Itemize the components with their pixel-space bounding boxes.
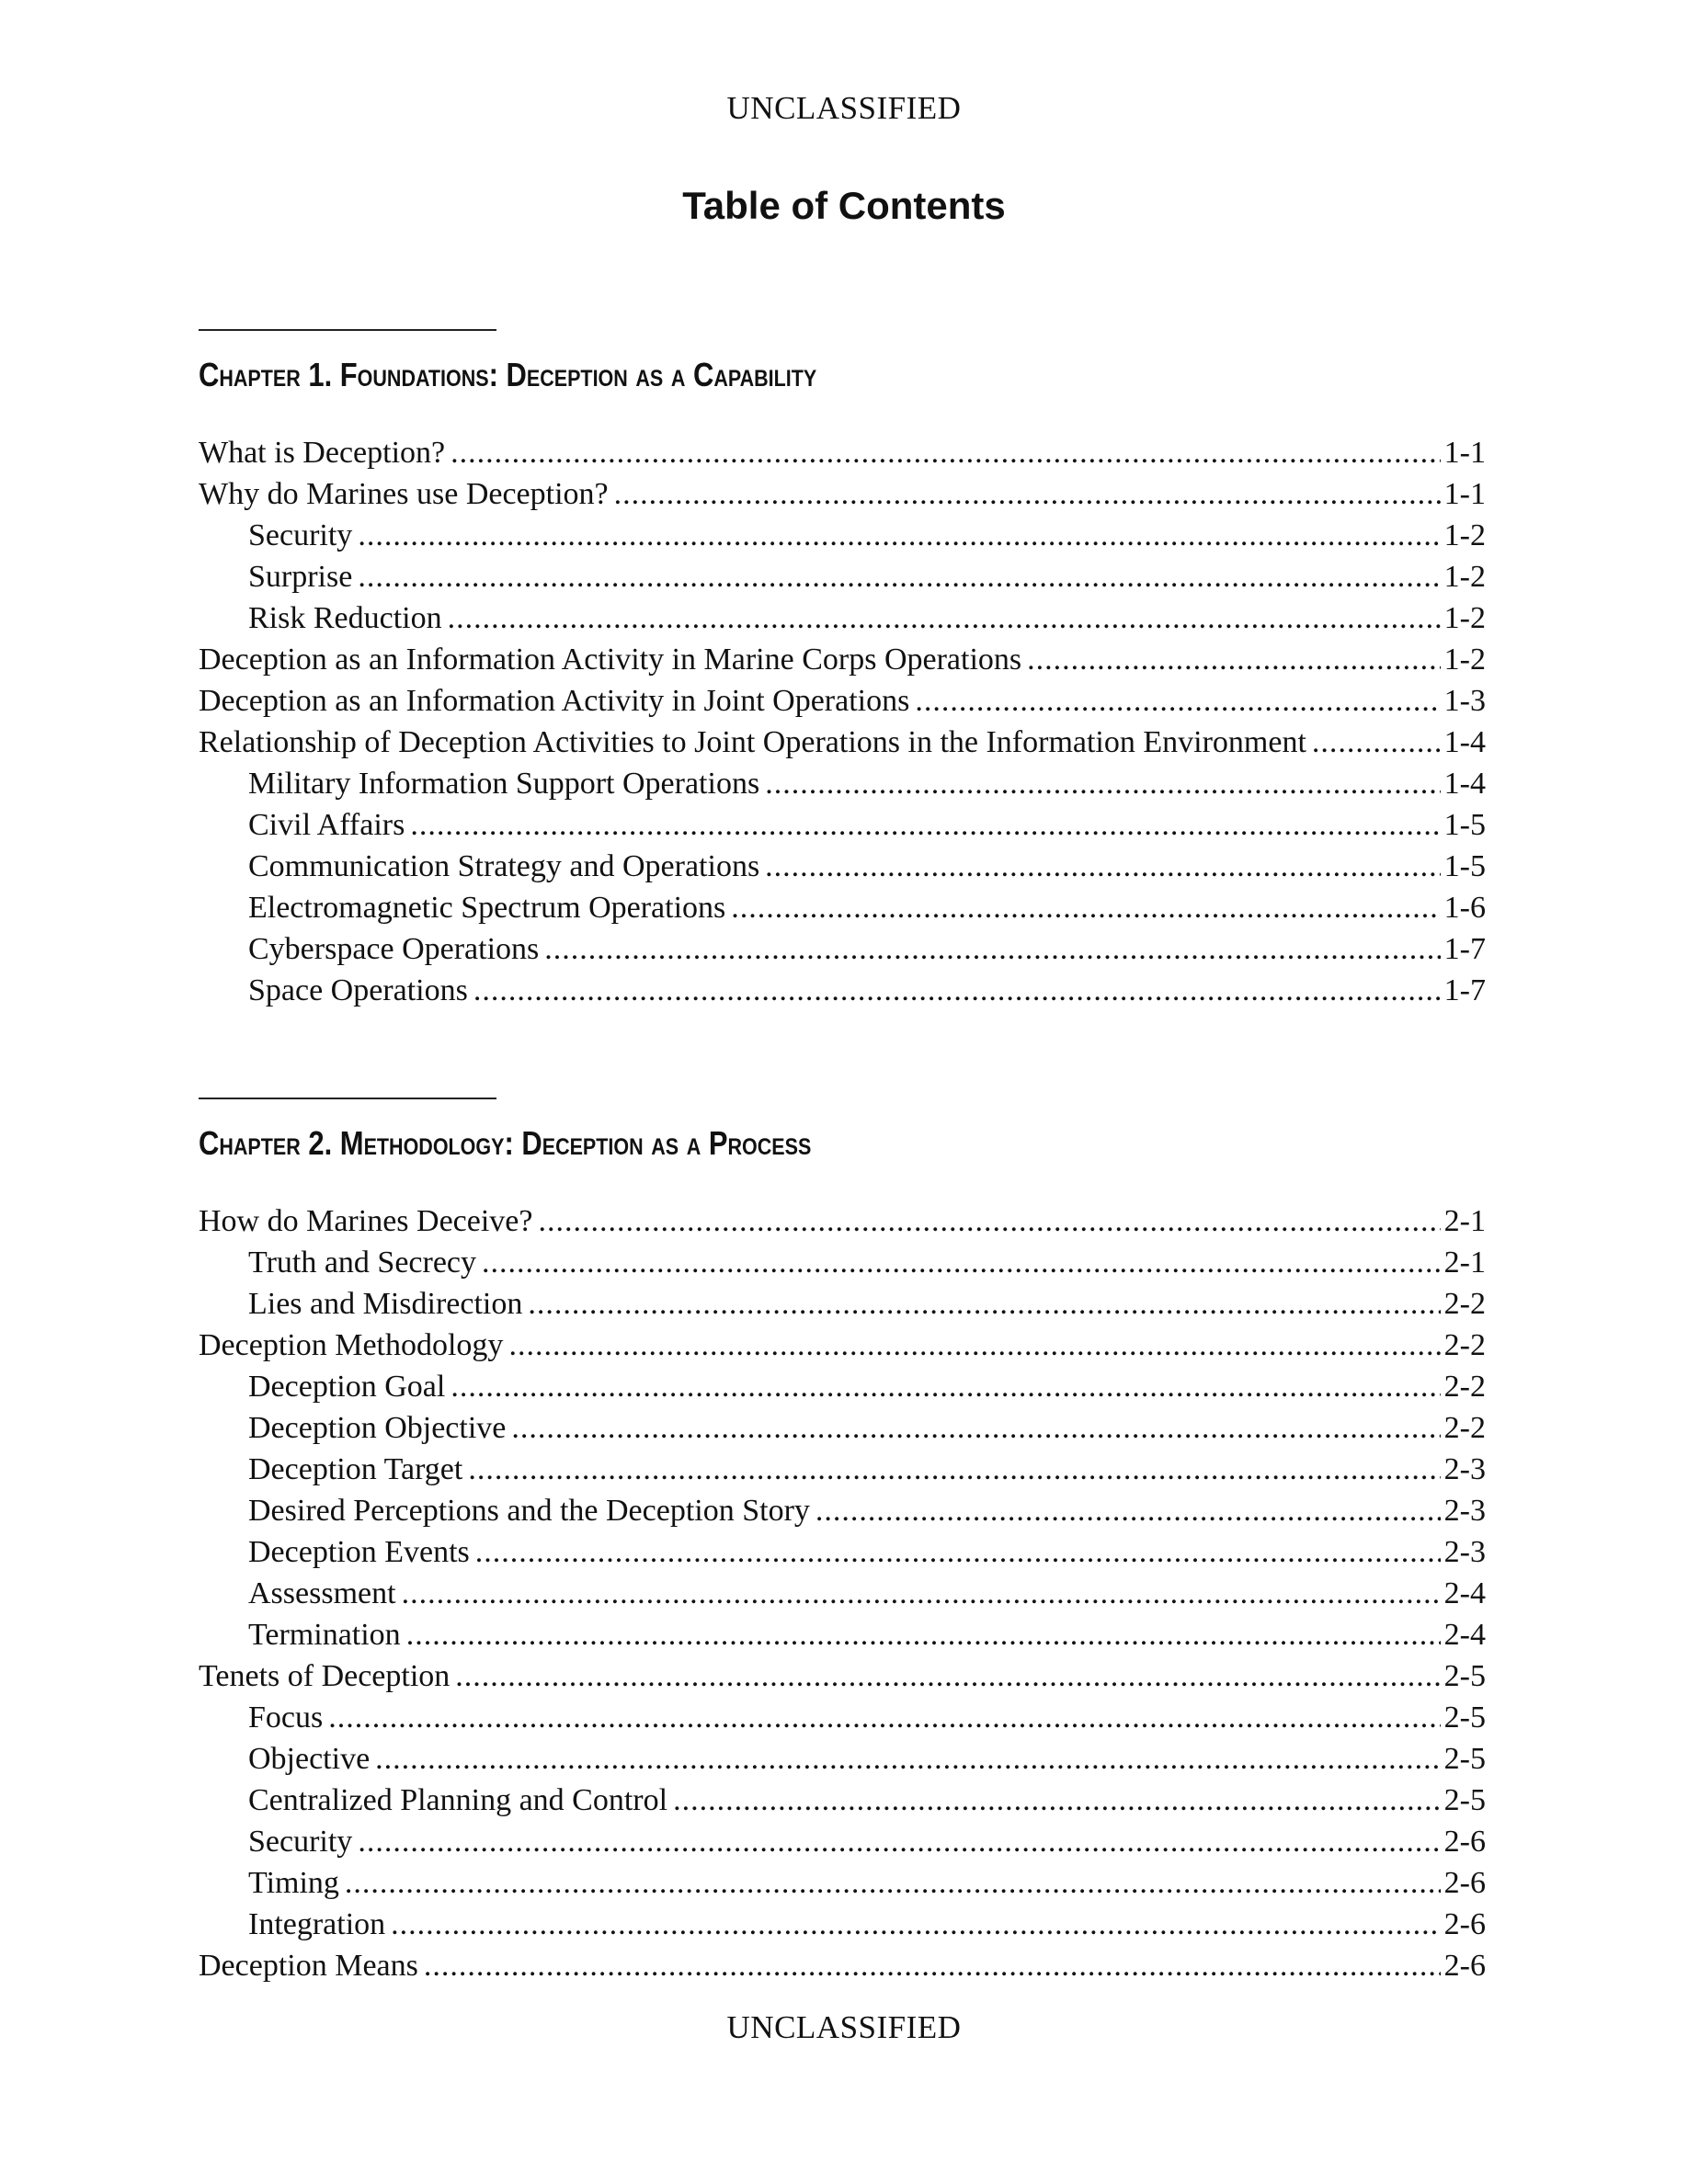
dot-leader [406, 1614, 1441, 1655]
toc-entry-label: Assessment [248, 1576, 396, 1610]
toc-page-number: 1-4 [1443, 767, 1486, 801]
toc-subentry[interactable] [199, 1573, 1486, 1614]
toc-entry-label: Civil Affairs [248, 808, 405, 842]
toc-entry-label: Communication Strategy and Operations [248, 849, 760, 883]
toc-subentry[interactable] [199, 556, 1486, 597]
toc-page-number: 2-5 [1443, 1701, 1486, 1735]
toc-entry[interactable] [199, 432, 1486, 473]
toc-entry-label: Electromagnetic Spectrum Operations [248, 891, 726, 925]
chapter-section [199, 329, 1486, 1011]
dot-leader [358, 556, 1440, 597]
toc-entry-label: Deception Goal [248, 1370, 446, 1404]
toc-entry-label: Deception Target [248, 1452, 463, 1486]
toc-page-number: 1-2 [1443, 518, 1486, 552]
toc-subentry[interactable] [199, 1904, 1486, 1945]
dot-leader [391, 1904, 1441, 1945]
toc-entry-label: Focus [248, 1701, 324, 1735]
dot-leader [402, 1573, 1441, 1614]
dot-leader [544, 928, 1440, 970]
toc-entry-label: Deception Events [248, 1535, 470, 1569]
toc-subentry[interactable] [199, 1407, 1486, 1449]
toc-page-number: 2-5 [1443, 1783, 1486, 1817]
dot-leader [511, 1407, 1440, 1449]
toc-entry-label: Desired Perceptions and the Deception Story [248, 1494, 810, 1528]
toc-subentry[interactable] [199, 515, 1486, 556]
dot-leader [482, 1242, 1441, 1283]
toc-entry[interactable] [199, 1200, 1486, 1242]
toc-page-number: 1-7 [1443, 973, 1486, 1007]
dot-leader [475, 1531, 1441, 1573]
toc-entry[interactable] [199, 1945, 1486, 1986]
toc-entry-label: Surprise [248, 560, 353, 594]
dot-leader [673, 1780, 1441, 1821]
toc-page-number: 1-7 [1443, 932, 1486, 966]
toc-subentry[interactable] [199, 1780, 1486, 1821]
toc-page-number: 1-5 [1443, 808, 1486, 842]
toc-entry-label: Security [248, 518, 353, 552]
dot-leader [358, 1821, 1440, 1862]
toc-subentry[interactable] [199, 970, 1486, 1011]
toc-page-number: 2-2 [1443, 1287, 1486, 1321]
chapter-divider-rule [199, 329, 496, 331]
toc-page-number: 2-2 [1443, 1328, 1486, 1362]
toc-entry-label: Deception as an Information Activity in Joint Operations [199, 684, 910, 718]
toc-entry-label: Deception Objective [248, 1411, 507, 1445]
toc-subentry[interactable] [199, 1614, 1486, 1655]
toc-page-number: 2-6 [1443, 1825, 1486, 1859]
dot-leader [614, 473, 1441, 515]
toc-subentry[interactable] [199, 1697, 1486, 1738]
toc-page-number: 2-1 [1443, 1204, 1486, 1238]
toc-entry-label: Deception Means [199, 1949, 418, 1983]
toc-entry-label: Lies and Misdirection [248, 1287, 523, 1321]
toc-page-number: 2-4 [1443, 1618, 1486, 1652]
toc-entry[interactable] [199, 722, 1486, 763]
toc-entry-label: Deception as an Information Activity in Marine Corps Operations [199, 643, 1022, 677]
toc-subentry[interactable] [199, 1738, 1486, 1780]
toc-subentry[interactable] [199, 1242, 1486, 1283]
chapter-divider-rule [199, 1098, 496, 1099]
toc-subentry[interactable] [199, 804, 1486, 846]
dot-leader [765, 846, 1441, 887]
classification-marking-top: UNCLASSIFIED [726, 90, 962, 126]
toc-page-number: 1-3 [1443, 684, 1486, 718]
dot-leader [508, 1325, 1440, 1366]
toc-page-number: 2-2 [1443, 1411, 1486, 1445]
toc-entry-label: What is Deception? [199, 436, 446, 470]
toc-subentry[interactable] [199, 763, 1486, 804]
toc-page-number: 1-2 [1443, 643, 1486, 677]
toc-page-number: 1-2 [1443, 601, 1486, 635]
toc-entry-label: Termination [248, 1618, 401, 1652]
toc-subentry[interactable] [199, 1283, 1486, 1325]
dot-leader [455, 1655, 1440, 1697]
toc-page-number: 2-6 [1443, 1866, 1486, 1900]
toc-entry[interactable] [199, 1325, 1486, 1366]
toc-subentry[interactable] [199, 1449, 1486, 1490]
toc-subentry[interactable] [199, 1490, 1486, 1531]
toc-entry-label: Objective [248, 1742, 371, 1776]
dot-leader [451, 432, 1441, 473]
toc-subentry[interactable] [199, 1821, 1486, 1862]
toc-entry-list [199, 432, 1486, 1011]
toc-subentry[interactable] [199, 597, 1486, 639]
toc-page-number: 2-3 [1443, 1535, 1486, 1569]
dot-leader [473, 970, 1441, 1011]
dot-leader [915, 680, 1440, 722]
toc-entry-label: Relationship of Deception Activities to Joint Operations in the Information Environment [199, 725, 1306, 759]
toc-entry-label: How do Marines Deceive? [199, 1204, 533, 1238]
toc-entry-label: Centralized Planning and Control [248, 1783, 668, 1817]
dot-leader [1027, 639, 1441, 680]
toc-page-number: 1-5 [1443, 849, 1486, 883]
dot-leader [424, 1945, 1441, 1986]
toc-entry-label: Timing [248, 1866, 339, 1900]
dot-leader [451, 1366, 1440, 1407]
toc-entry-label: Why do Marines use Deception? [199, 477, 609, 511]
dot-leader [345, 1862, 1441, 1904]
dot-leader [815, 1490, 1441, 1531]
toc-subentry[interactable] [199, 1366, 1486, 1407]
classification-marking-bottom: UNCLASSIFIED [726, 2009, 962, 2045]
toc-entry-label: Space Operations [248, 973, 468, 1007]
chapter-section [199, 1098, 1486, 1986]
dot-leader [468, 1449, 1440, 1490]
chapter-heading: Chapter 1. Foundations: Deception as a Capability [199, 356, 817, 393]
toc-entry[interactable] [199, 639, 1486, 680]
toc-page-number: 1-1 [1443, 477, 1486, 511]
toc-page-number: 2-6 [1443, 1949, 1486, 1983]
dot-leader [1312, 722, 1441, 763]
toc-subentry[interactable] [199, 1531, 1486, 1573]
toc-page-number: 1-2 [1443, 560, 1486, 594]
chapter-heading: Chapter 2. Methodology: Deception as a Process [199, 1124, 812, 1162]
dot-leader [765, 763, 1440, 804]
dot-leader [538, 1200, 1440, 1242]
toc-entry-label: Integration [248, 1907, 386, 1941]
dot-leader [528, 1283, 1440, 1325]
toc-entry[interactable] [199, 473, 1486, 515]
dot-leader [328, 1697, 1440, 1738]
toc-entry-label: Tenets of Deception [199, 1659, 451, 1693]
toc-subentry[interactable] [199, 846, 1486, 887]
toc-page-number: 2-6 [1443, 1907, 1486, 1941]
toc-page-number: 1-6 [1443, 891, 1486, 925]
dot-leader [358, 515, 1440, 556]
dot-leader [410, 804, 1440, 846]
page-title: Table of Contents [682, 184, 1006, 227]
toc-page-number: 2-2 [1443, 1370, 1486, 1404]
toc-page-number: 1-4 [1443, 725, 1486, 759]
toc-entry-list [199, 1200, 1486, 1986]
toc-page-number: 2-4 [1443, 1576, 1486, 1610]
toc-page-number: 2-3 [1443, 1494, 1486, 1528]
toc-page-number: 2-5 [1443, 1742, 1486, 1776]
toc-entry-label: Military Information Support Operations [248, 767, 760, 801]
toc-entry[interactable] [199, 1655, 1486, 1697]
toc-entry[interactable] [199, 680, 1486, 722]
toc-entry-label: Risk Reduction [248, 601, 442, 635]
toc-subentry[interactable] [199, 887, 1486, 928]
toc-subentry[interactable] [199, 928, 1486, 970]
toc-subentry[interactable] [199, 1862, 1486, 1904]
dot-leader [375, 1738, 1441, 1780]
toc-entry-label: Security [248, 1825, 353, 1859]
dot-leader [448, 597, 1441, 639]
toc-entry-label: Cyberspace Operations [248, 932, 540, 966]
toc-page-number: 2-5 [1443, 1659, 1486, 1693]
toc-page-number: 1-1 [1443, 436, 1486, 470]
toc-entry-label: Deception Methodology [199, 1328, 504, 1362]
toc-entry-label: Truth and Secrecy [248, 1246, 477, 1280]
dot-leader [731, 887, 1440, 928]
toc-page-number: 2-3 [1443, 1452, 1486, 1486]
toc-page-number: 2-1 [1443, 1246, 1486, 1280]
